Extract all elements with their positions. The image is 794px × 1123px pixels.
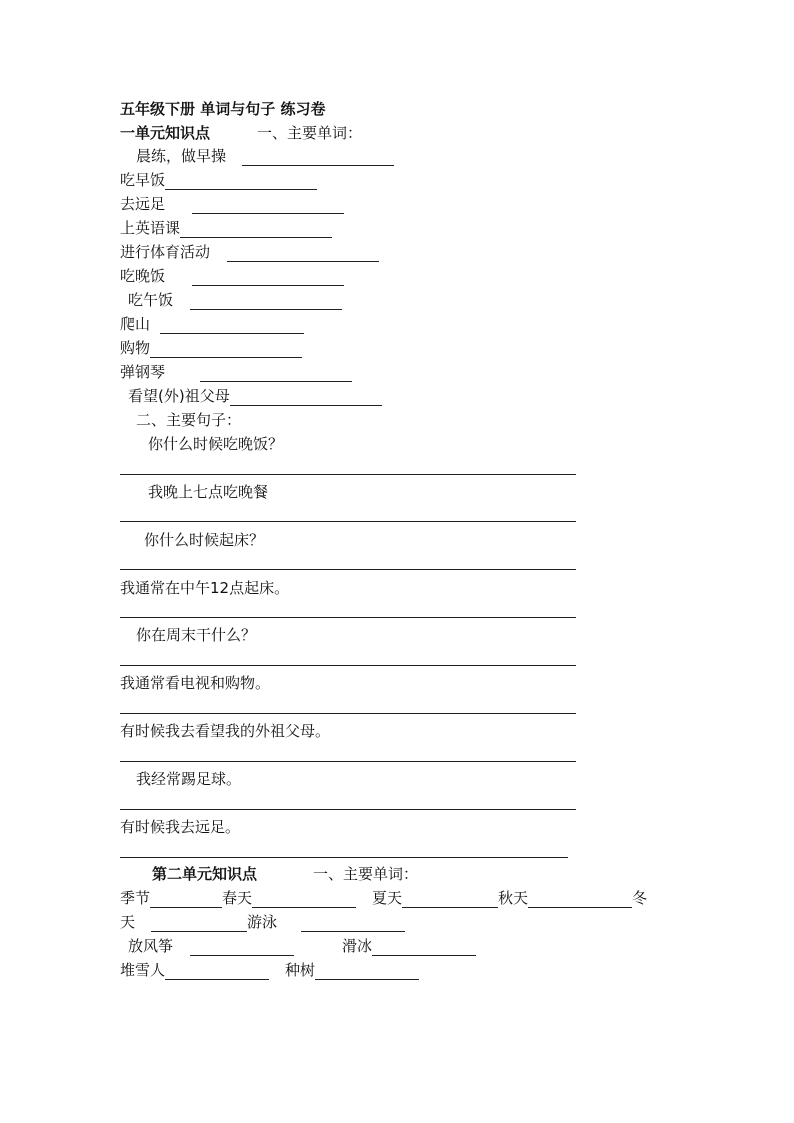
word-label: 天 [120, 913, 136, 931]
answer-blank[interactable] [252, 891, 356, 908]
sentence-prompt: 我通常在中午12点起床。 [120, 579, 290, 597]
word-label: 春天 [222, 889, 253, 907]
unit1-sentences-heading: 二、主要句子： [136, 411, 242, 429]
answer-line[interactable] [120, 713, 576, 714]
word-label: 弹钢琴 [120, 363, 166, 381]
word-label: 秋天 [498, 889, 529, 907]
word-item [120, 266, 344, 286]
answer-line[interactable] [120, 809, 576, 810]
unit1-heading: 一单元知识点 [120, 124, 211, 142]
word-item [120, 218, 332, 238]
answer-blank[interactable] [200, 365, 352, 382]
answer-blank[interactable] [180, 221, 332, 238]
word-label: 冬 [632, 889, 648, 907]
answer-blank[interactable] [150, 341, 302, 358]
page-title: 五年级下册 单词与句子 练习卷 [120, 100, 326, 118]
answer-line[interactable] [120, 761, 576, 762]
word-item [120, 170, 317, 190]
answer-blank[interactable] [242, 149, 394, 166]
word-label: 进行体育活动 [120, 243, 211, 261]
sentence-prompt: 我通常看电视和购物。 [120, 674, 271, 692]
word-item [136, 146, 394, 166]
answer-blank[interactable] [190, 293, 342, 310]
answer-blank[interactable] [151, 915, 247, 932]
answer-blank[interactable] [150, 891, 222, 908]
word-label: 晨练，做早操 [136, 147, 227, 165]
sentence-prompt: 有时候我去看望我的外祖父母。 [120, 722, 331, 740]
word-label: 放风筝 [128, 937, 174, 955]
unit2-heading: 第二单元知识点 [152, 865, 258, 883]
answer-line[interactable] [120, 569, 576, 570]
sentence-prompt: 你什么时候吃晚饭？ [148, 435, 284, 453]
answer-line[interactable] [120, 665, 576, 666]
word-label: 季节 [120, 889, 151, 907]
word-label: 滑冰 [342, 937, 373, 955]
sentence-prompt: 你什么时候起床？ [144, 531, 265, 549]
word-item [120, 314, 304, 334]
answer-blank[interactable] [192, 269, 344, 286]
sentence-prompt: 你在周末干什么？ [136, 626, 257, 644]
word-label: 夏天 [372, 889, 403, 907]
word-label: 吃晚饭 [120, 267, 166, 285]
word-label: 上英语课 [120, 219, 181, 237]
unit1-words-heading: 一、主要单词： [257, 124, 363, 142]
word-label: 堆雪人 [120, 961, 166, 979]
answer-blank[interactable] [230, 389, 382, 406]
answer-line[interactable] [120, 857, 568, 858]
word-row [128, 936, 476, 956]
word-label: 种树 [285, 961, 316, 979]
answer-blank[interactable] [165, 173, 317, 190]
answer-blank[interactable] [315, 963, 419, 980]
answer-blank[interactable] [165, 963, 269, 980]
answer-blank[interactable] [402, 891, 498, 908]
word-label: 购物 [120, 339, 151, 357]
answer-blank[interactable] [190, 939, 294, 956]
answer-line[interactable] [120, 521, 576, 522]
sentence-prompt: 我经常踢足球。 [136, 770, 242, 788]
answer-line[interactable] [120, 617, 576, 618]
word-label: 去远足 [120, 195, 166, 213]
sentence-prompt: 我晚上七点吃晚餐 [148, 483, 269, 501]
word-label: 看望(外)祖父母 [128, 387, 230, 405]
answer-blank[interactable] [372, 939, 476, 956]
word-item [120, 242, 379, 262]
answer-blank[interactable] [160, 317, 304, 334]
answer-blank[interactable] [192, 197, 344, 214]
sentence-prompt: 有时候我去远足。 [120, 818, 241, 836]
word-label: 吃午饭 [128, 291, 174, 309]
word-item [128, 290, 342, 310]
word-label: 吃早饭 [120, 171, 166, 189]
word-item [120, 338, 302, 358]
answer-line[interactable] [120, 474, 576, 475]
answer-blank[interactable] [301, 915, 405, 932]
word-row [120, 888, 647, 908]
unit2-words-heading: 一、主要单词： [313, 865, 419, 883]
word-item [120, 362, 352, 382]
word-item [120, 194, 344, 214]
word-label: 爬山 [120, 315, 151, 333]
answer-blank[interactable] [227, 245, 379, 262]
word-item [128, 386, 382, 406]
word-row [120, 912, 405, 932]
answer-blank[interactable] [528, 891, 632, 908]
word-row [120, 960, 419, 980]
word-label: 游泳 [247, 913, 278, 931]
